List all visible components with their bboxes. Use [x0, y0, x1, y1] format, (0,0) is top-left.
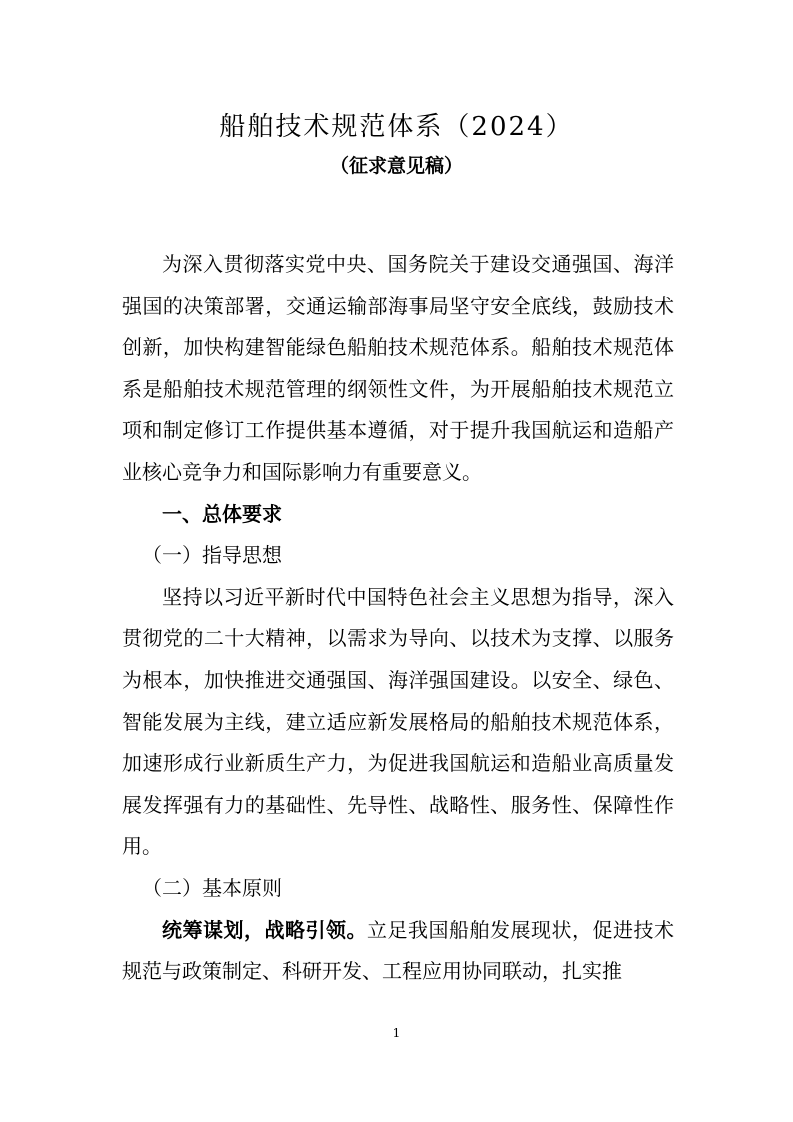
page-number: 1 — [392, 1026, 401, 1040]
principle-text: 立足我国船舶发展现状，促进技术规范与政策制定、科研开发、工程应用协同联动，扎实推 — [122, 917, 674, 984]
intro-paragraph: 为深入贯彻落实党中央、国务院关于建设交通强国、海洋强国的决策部署，交通运输部海事局坚守安全底线，鼓励技术创新，加快构建智能绿色船舶技术规范体系。船舶技术规范体系是船舶技术规范管理的纲领性文件，为开展船舶技术规范立项和制定修订工作提供基本遵循，对于提升我国航运和造船产业核心竞争力和国际影响力有重要意义。 — [122, 252, 674, 484]
principle-lead: 统筹谋划，战略引领。 — [162, 917, 367, 942]
guiding-thought-paragraph: 坚持以习近平新时代中国特色社会主义思想为指导，深入贯彻党的二十大精神，以需求为导向、以技术为支撑、以服务为根本，加快推进交通强国、海洋强国建设。以安全、绿色、智能发展为主线，建立适应新发展格局的船舶技术规范体系，加速形成行业新质生产力，为促进我国航运和造船业高质量发展发挥强有力的基础性、先导性、战略性、服务性、保障性作用。 — [122, 584, 674, 859]
principle-paragraph — [122, 910, 674, 993]
subsection-heading-guiding-thought — [122, 535, 674, 577]
document-body — [122, 244, 674, 993]
document-subtitle: （征求意见稿） — [329, 155, 463, 177]
section-heading-general-requirements: 一、总体要求 — [162, 501, 282, 526]
subsection-heading-text: （一）指导思想 — [142, 543, 282, 568]
subsection-heading-basic-principles — [122, 868, 674, 910]
subsection-heading-text: （二）基本原则 — [142, 875, 282, 900]
document-title: 船舶技术规范体系（2024） — [219, 112, 574, 142]
